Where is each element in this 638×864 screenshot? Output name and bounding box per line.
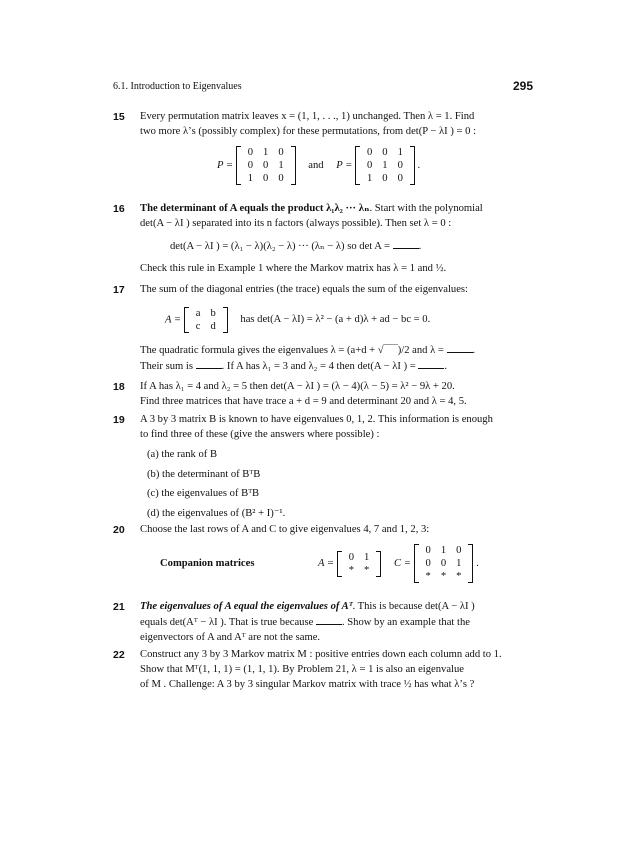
problem-number: 21 (113, 601, 125, 613)
problem-17-quadratic: The quadratic formula gives the eigenvalues λ = (a+d + √‾‾‾‾)/2 and λ = . Their sum is . If A has λ₁ = 3 and λ₂ = 4 then det(A − λI ) = . (140, 345, 476, 372)
matrix-entry: a (195, 308, 201, 319)
matrix-entry: 1 (397, 147, 403, 158)
problem-number: 15 (113, 111, 125, 123)
problem-15-text: Every permutation matrix leaves x = (1, 1, . . ., 1) unchanged. Then λ = 1. Find two more λ’s (possibly complex) for these permutations, from det(P − λI ) = 0 : (140, 111, 477, 137)
problem-number: 20 (113, 524, 125, 536)
section-title: 6.1. Introduction to Eigenvalues (113, 81, 242, 92)
matrix-entry: c (195, 321, 201, 332)
matrix-entry: 0 (278, 173, 284, 184)
problem-17-text: The sum of the diagonal entries (the trace) equals the sum of the eigenvalues: (140, 284, 468, 295)
matrix-entry: 0 (366, 147, 373, 158)
matrix-entry: 0 (397, 173, 403, 184)
trace-equation: A = a b c d has det(A − λI) = λ² − (a + d)λ + ad − bc = 0. (165, 308, 431, 332)
problem-number: 18 (113, 381, 125, 393)
running-header (113, 80, 533, 96)
answer-blank (393, 239, 419, 249)
matrix-entry: 1 (364, 551, 370, 563)
matrix-entry: 1 (366, 173, 373, 184)
page-number: 295 (512, 79, 533, 93)
matrix-entry: 1 (278, 160, 284, 171)
matrix-entry: 0 (440, 558, 447, 569)
problem-18-text: If A has λ₁ = 4 and λ₂ = 5 then det(A − λI ) = (λ − 4)(λ − 5) = λ² − 9λ + 20. Find three matrices that have trace a + d = 9 and determinant 20 and λ = 4, 5. (140, 381, 467, 407)
matrix-entry: 1 (382, 160, 388, 171)
matrix-entry: 0 (456, 545, 462, 556)
problem-number: 22 (113, 649, 125, 661)
problem-number: 17 (113, 284, 125, 296)
problem-16-text: The determinant of A equals the product λ₁λ₂ ··· λₙ. Start with the polynomial det(A − λI ) separated into its n factors (always possible). Then set λ = 0 : (140, 203, 483, 229)
matrix-p1 (236, 146, 296, 185)
problem-19-items (147, 445, 285, 523)
matrix-entry: b (210, 308, 216, 319)
matrix-entry: * (364, 564, 370, 576)
matrix-entry: 0 (247, 147, 254, 158)
matrix-entry: 0 (348, 551, 355, 563)
list-item: (b) the determinant of BᵀB (147, 468, 261, 480)
companion-label: Companion matrices (160, 558, 255, 569)
matrix-entry: * (456, 571, 462, 582)
matrix-entry: 1 (263, 147, 269, 158)
matrix-a-companion (337, 551, 382, 577)
matrix-entry: 0 (247, 160, 254, 171)
matrix-entry: d (210, 321, 216, 332)
matrix-entry: 0 (382, 147, 388, 158)
matrix-entry: 0 (425, 558, 431, 569)
matrix-entry: 1 (247, 173, 254, 184)
matrix-entry: * (425, 571, 431, 582)
matrix-entry: 1 (456, 558, 462, 569)
matrix-entry: 1 (440, 545, 447, 556)
list-item: (d) the eigenvalues of (B² + I)⁻¹. (147, 507, 286, 519)
matrix-entry: 0 (425, 545, 431, 556)
determinant-equation: det(A − λI ) = (λ₁ − λ)(λ₂ − λ) ··· (λₙ − λ) so det A = . (170, 241, 422, 252)
companion-matrices: A = 0 1 * * C = 0 1 0 0 0 1 * * * . (318, 545, 479, 582)
matrix-entry: 0 (382, 173, 388, 184)
matrix-entry: * (348, 564, 355, 576)
list-item: (a) the rank of B (147, 449, 218, 460)
problem-22-text: Construct any 3 by 3 Markov matrix M : positive entries down each column add to 1. Show that Mᵀ(1, 1, 1) = (1, 1, 1). By Problem 21, λ = 1 is also an eigenvalue of M . Challenge: A 3 by 3 singular Markov matrix with trace ½ has what λ’s ? (140, 649, 502, 690)
matrix-c-companion (414, 544, 474, 583)
matrix-entry: 0 (366, 160, 373, 171)
matrix-entry: 0 (263, 173, 269, 184)
problem-16-check: Check this rule in Example 1 where the Markov matrix has λ = 1 and ½. (140, 263, 447, 274)
permutation-matrices: P = 0 1 0 0 0 1 1 0 0 and P = 0 0 1 0 1 0 1 0 0 . (217, 147, 421, 184)
list-item: (c) the eigenvalues of BᵀB (147, 488, 260, 499)
problem-19-text: A 3 by 3 matrix B is known to have eigenvalues 0, 1, 2. This information is enough to find three of these (give the answers where possible) : (140, 414, 493, 440)
matrix-entry: 0 (278, 147, 284, 158)
matrix-entry: 0 (263, 160, 269, 171)
matrix-a (184, 307, 228, 333)
problem-20-text: Choose the last rows of A and C to give eigenvalues 4, 7 and 1, 2, 3: (140, 524, 430, 535)
matrix-entry: * (440, 571, 447, 582)
problem-21-text: The eigenvalues of A equal the eigenvalues of Aᵀ. This is because det(A − λI ) equals det(Aᵀ − λI ). That is true because . Show by an example that the eigenvectors of A and Aᵀ are not the same. (140, 601, 475, 643)
matrix-p2 (355, 146, 415, 185)
problem-number: 19 (113, 414, 125, 426)
problem-number: 16 (113, 203, 125, 215)
matrix-entry: 0 (397, 160, 403, 171)
